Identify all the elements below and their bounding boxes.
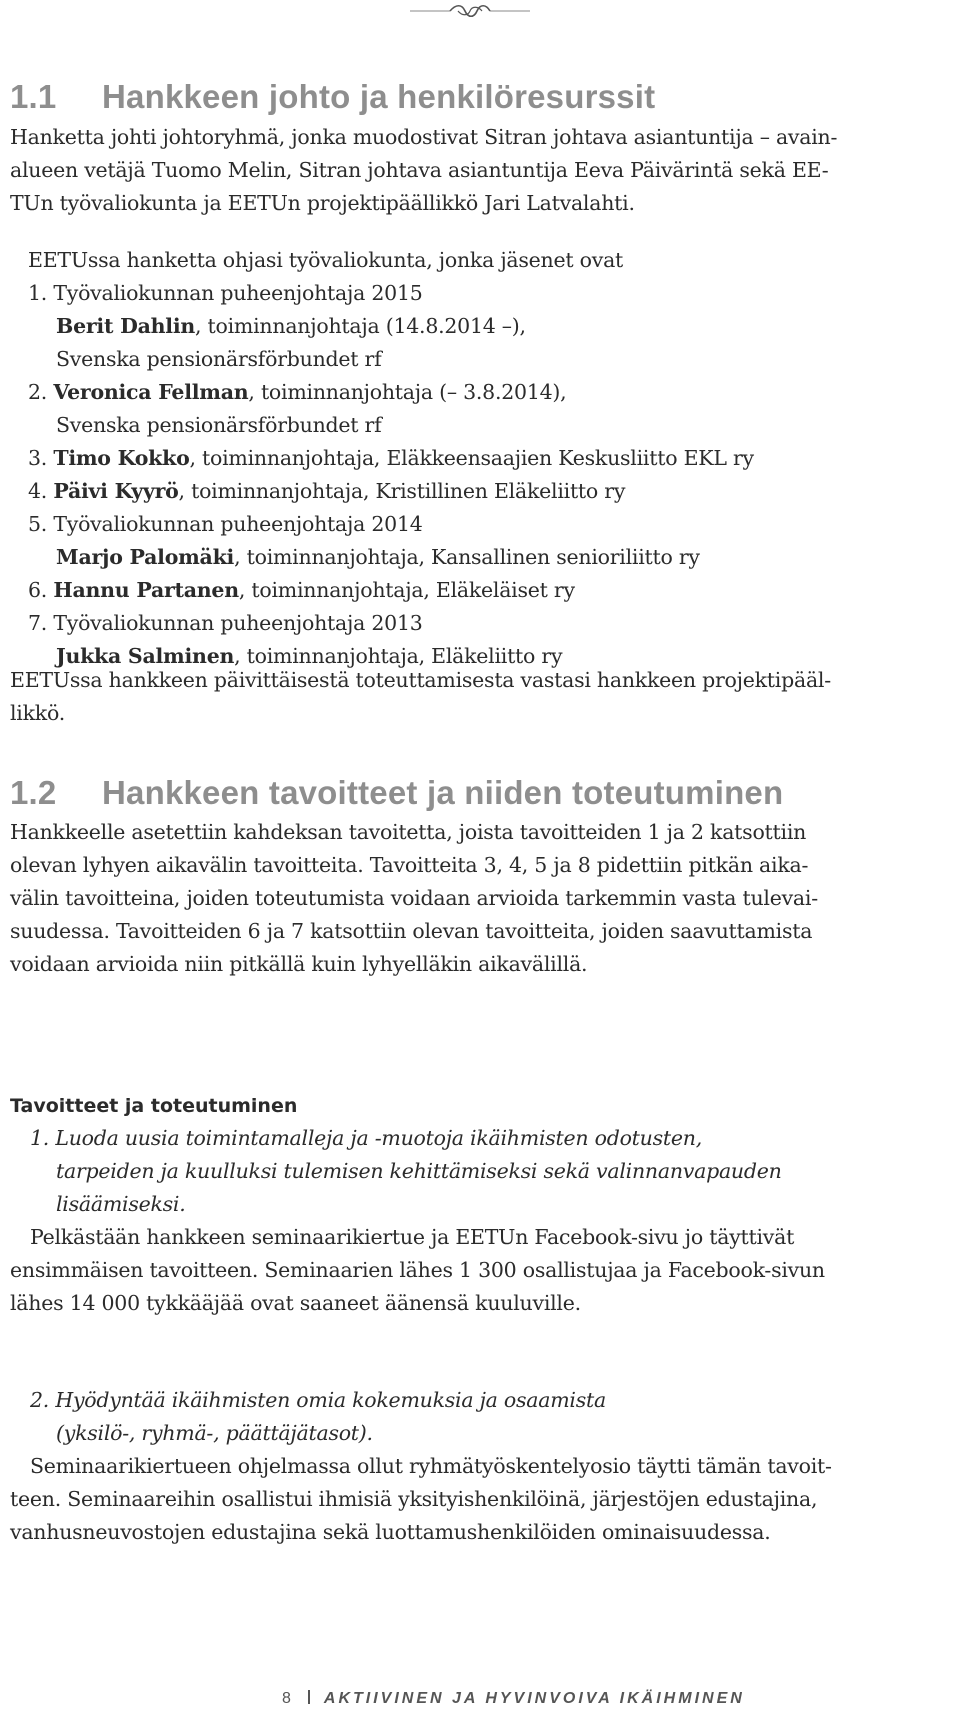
footer-divider — [308, 1690, 310, 1704]
committee-member-list — [10, 277, 754, 673]
member-role: Työvaliokunnan puheenjohtaja 2015 — [53, 281, 423, 305]
member-name: Marjo Palomäki — [56, 545, 235, 569]
member-role: Työvaliokunnan puheenjohtaja 2013 — [53, 611, 423, 635]
paragraph-line: TUn työvaliokunta ja EETUn projektipäällikkö Jari Latvalahti. — [10, 191, 635, 215]
paragraph-line: välin tavoitteina, joiden toteutumista voidaan arvioida tarkemmin vasta tulevai- — [10, 886, 818, 910]
paragraph-line: ensimmäisen tavoitteen. Seminaarien lähes 1 300 osallistujaa ja Facebook-sivun — [10, 1258, 825, 1282]
goal-2-result — [10, 1450, 832, 1549]
paragraph-line: Pelkästään hankkeen seminaarikiertue ja EETUn Facebook-sivu jo täyttivät — [30, 1225, 795, 1249]
goal-line: tarpeiden ja kuulluksi tulemisen kehittämiseksi sekä valinnanvapauden — [56, 1159, 782, 1183]
paragraph-line: likkö. — [10, 701, 65, 725]
member-name: Berit Dahlin — [56, 314, 196, 338]
paragraph-line: Hankkeelle asetettiin kahdeksan tavoitetta, joista tavoitteiden 1 ja 2 katsottiin — [10, 820, 807, 844]
section-2-number: 1.2 — [10, 774, 57, 811]
goal-2 — [10, 1384, 606, 1450]
goal-line: 2. Hyödyntää ikäihmisten omia kokemuksia ja osaamista — [30, 1388, 606, 1412]
committee-intro: EETUssa hanketta ohjasi työvaliokunta, jonka jäsenet ovat — [28, 248, 624, 272]
committee-member-line — [10, 442, 754, 475]
list-number: 6. — [28, 578, 54, 602]
committee-member-line — [10, 475, 754, 508]
goal-line: (yksilö-, ryhmä-, päättäjätasot). — [56, 1421, 373, 1445]
ornament-flourish-icon — [410, 2, 530, 20]
member-name: Veronica Fellman — [53, 380, 249, 404]
publication-title: AKTIIVINEN JA HYVINVOIVA IKÄIHMINEN — [323, 1690, 745, 1707]
paragraph-line: teen. Seminaareihin osallistui ihmisiä yksityishenkilöinä, järjestöjen edustajina, — [10, 1487, 818, 1511]
member-role: , toiminnanjohtaja (14.8.2014 –), — [195, 314, 526, 338]
list-number: 7. — [28, 611, 54, 635]
section-1-heading — [10, 78, 655, 116]
committee-member-line — [10, 508, 754, 541]
member-name: Timo Kokko — [53, 446, 190, 470]
section-1-closing — [10, 664, 831, 730]
subheading-text: Tavoitteet ja toteutuminen — [10, 1095, 298, 1117]
committee-member-line — [10, 343, 754, 376]
member-role: , toiminnanjohtaja, Eläkeläiset ry — [238, 578, 575, 602]
list-number: 3. — [28, 446, 54, 470]
paragraph-line: Hanketta johti johtoryhmä, jonka muodostivat Sitran johtava asiantuntija – avain- — [10, 125, 838, 149]
list-number: 5. — [28, 512, 54, 536]
member-role: , toiminnanjohtaja, Eläkeliitto ry — [234, 644, 563, 668]
paragraph-line: Seminaarikiertueen ohjelmassa ollut ryhmätyöskentelyosio täytti tämän tavoit- — [30, 1454, 832, 1478]
member-role: , toiminnanjohtaja, Eläkkeensaajien Keskusliitto EKL ry — [189, 446, 754, 470]
page-number: 8 — [282, 1690, 294, 1707]
committee-member-line — [10, 376, 754, 409]
paragraph-line: vanhusneuvostojen edustajina sekä luottamushenkilöiden ominaisuudessa. — [10, 1520, 771, 1544]
paragraph-line: suudessa. Tavoitteiden 6 ja 7 katsottiin olevan tavoitteita, joiden saavuttamista — [10, 919, 813, 943]
paragraph-line: alueen vetäjä Tuomo Melin, Sitran johtava asiantuntija Eeva Päivärintä sekä EE- — [10, 158, 829, 182]
committee-member-line — [10, 409, 754, 442]
list-number: 1. — [28, 281, 54, 305]
member-role: Svenska pensionärsförbundet rf — [56, 413, 382, 437]
list-number: 4. — [28, 479, 54, 503]
committee-member-line — [10, 541, 754, 574]
member-name: Päivi Kyyrö — [53, 479, 179, 503]
member-role: , toiminnanjohtaja (– 3.8.2014), — [248, 380, 567, 404]
member-role: Työvaliokunnan puheenjohtaja 2014 — [53, 512, 423, 536]
paragraph-line: lähes 14 000 tykkääjää ovat saaneet äänensä kuuluville. — [10, 1291, 581, 1315]
section-2-heading — [10, 774, 783, 812]
committee-section — [10, 244, 754, 673]
page-footer — [282, 1690, 745, 1708]
member-role: , toiminnanjohtaja, Kristillinen Eläkeliitto ry — [178, 479, 626, 503]
goal-line: 1. Luoda uusia toimintamalleja ja -muotoja ikäihmisten odotusten, — [30, 1126, 702, 1150]
goals-subheading — [10, 1090, 297, 1123]
committee-member-line — [10, 607, 754, 640]
goal-1-result — [10, 1221, 825, 1320]
section-2-intro — [10, 816, 818, 981]
paragraph-line: olevan lyhyen aikavälin tavoitteita. Tavoitteita 3, 4, 5 ja 8 pidettiin pitkän aika- — [10, 853, 809, 877]
section-1-intro — [10, 121, 837, 220]
goal-1 — [10, 1122, 782, 1221]
committee-member-line — [10, 277, 754, 310]
paragraph-line: EETUssa hankkeen päivittäisestä toteuttamisesta vastasi hankkeen projektipääl- — [10, 668, 831, 692]
section-1-title: Hankkeen johto ja henkilöresurssit — [102, 78, 656, 115]
committee-member-line — [10, 310, 754, 343]
section-2-title: Hankkeen tavoitteet ja niiden toteutuminen — [102, 774, 784, 811]
member-name: Hannu Partanen — [53, 578, 239, 602]
paragraph-line: voidaan arvioida niin pitkällä kuin lyhyelläkin aikavälillä. — [10, 952, 588, 976]
member-name: Jukka Salminen — [56, 644, 235, 668]
member-role: , toiminnanjohtaja, Kansallinen senioriliitto ry — [234, 545, 700, 569]
goal-line: lisäämiseksi. — [56, 1192, 186, 1216]
list-number: 2. — [28, 380, 54, 404]
section-1-number: 1.1 — [10, 78, 57, 115]
member-role: Svenska pensionärsförbundet rf — [56, 347, 382, 371]
committee-member-line — [10, 574, 754, 607]
